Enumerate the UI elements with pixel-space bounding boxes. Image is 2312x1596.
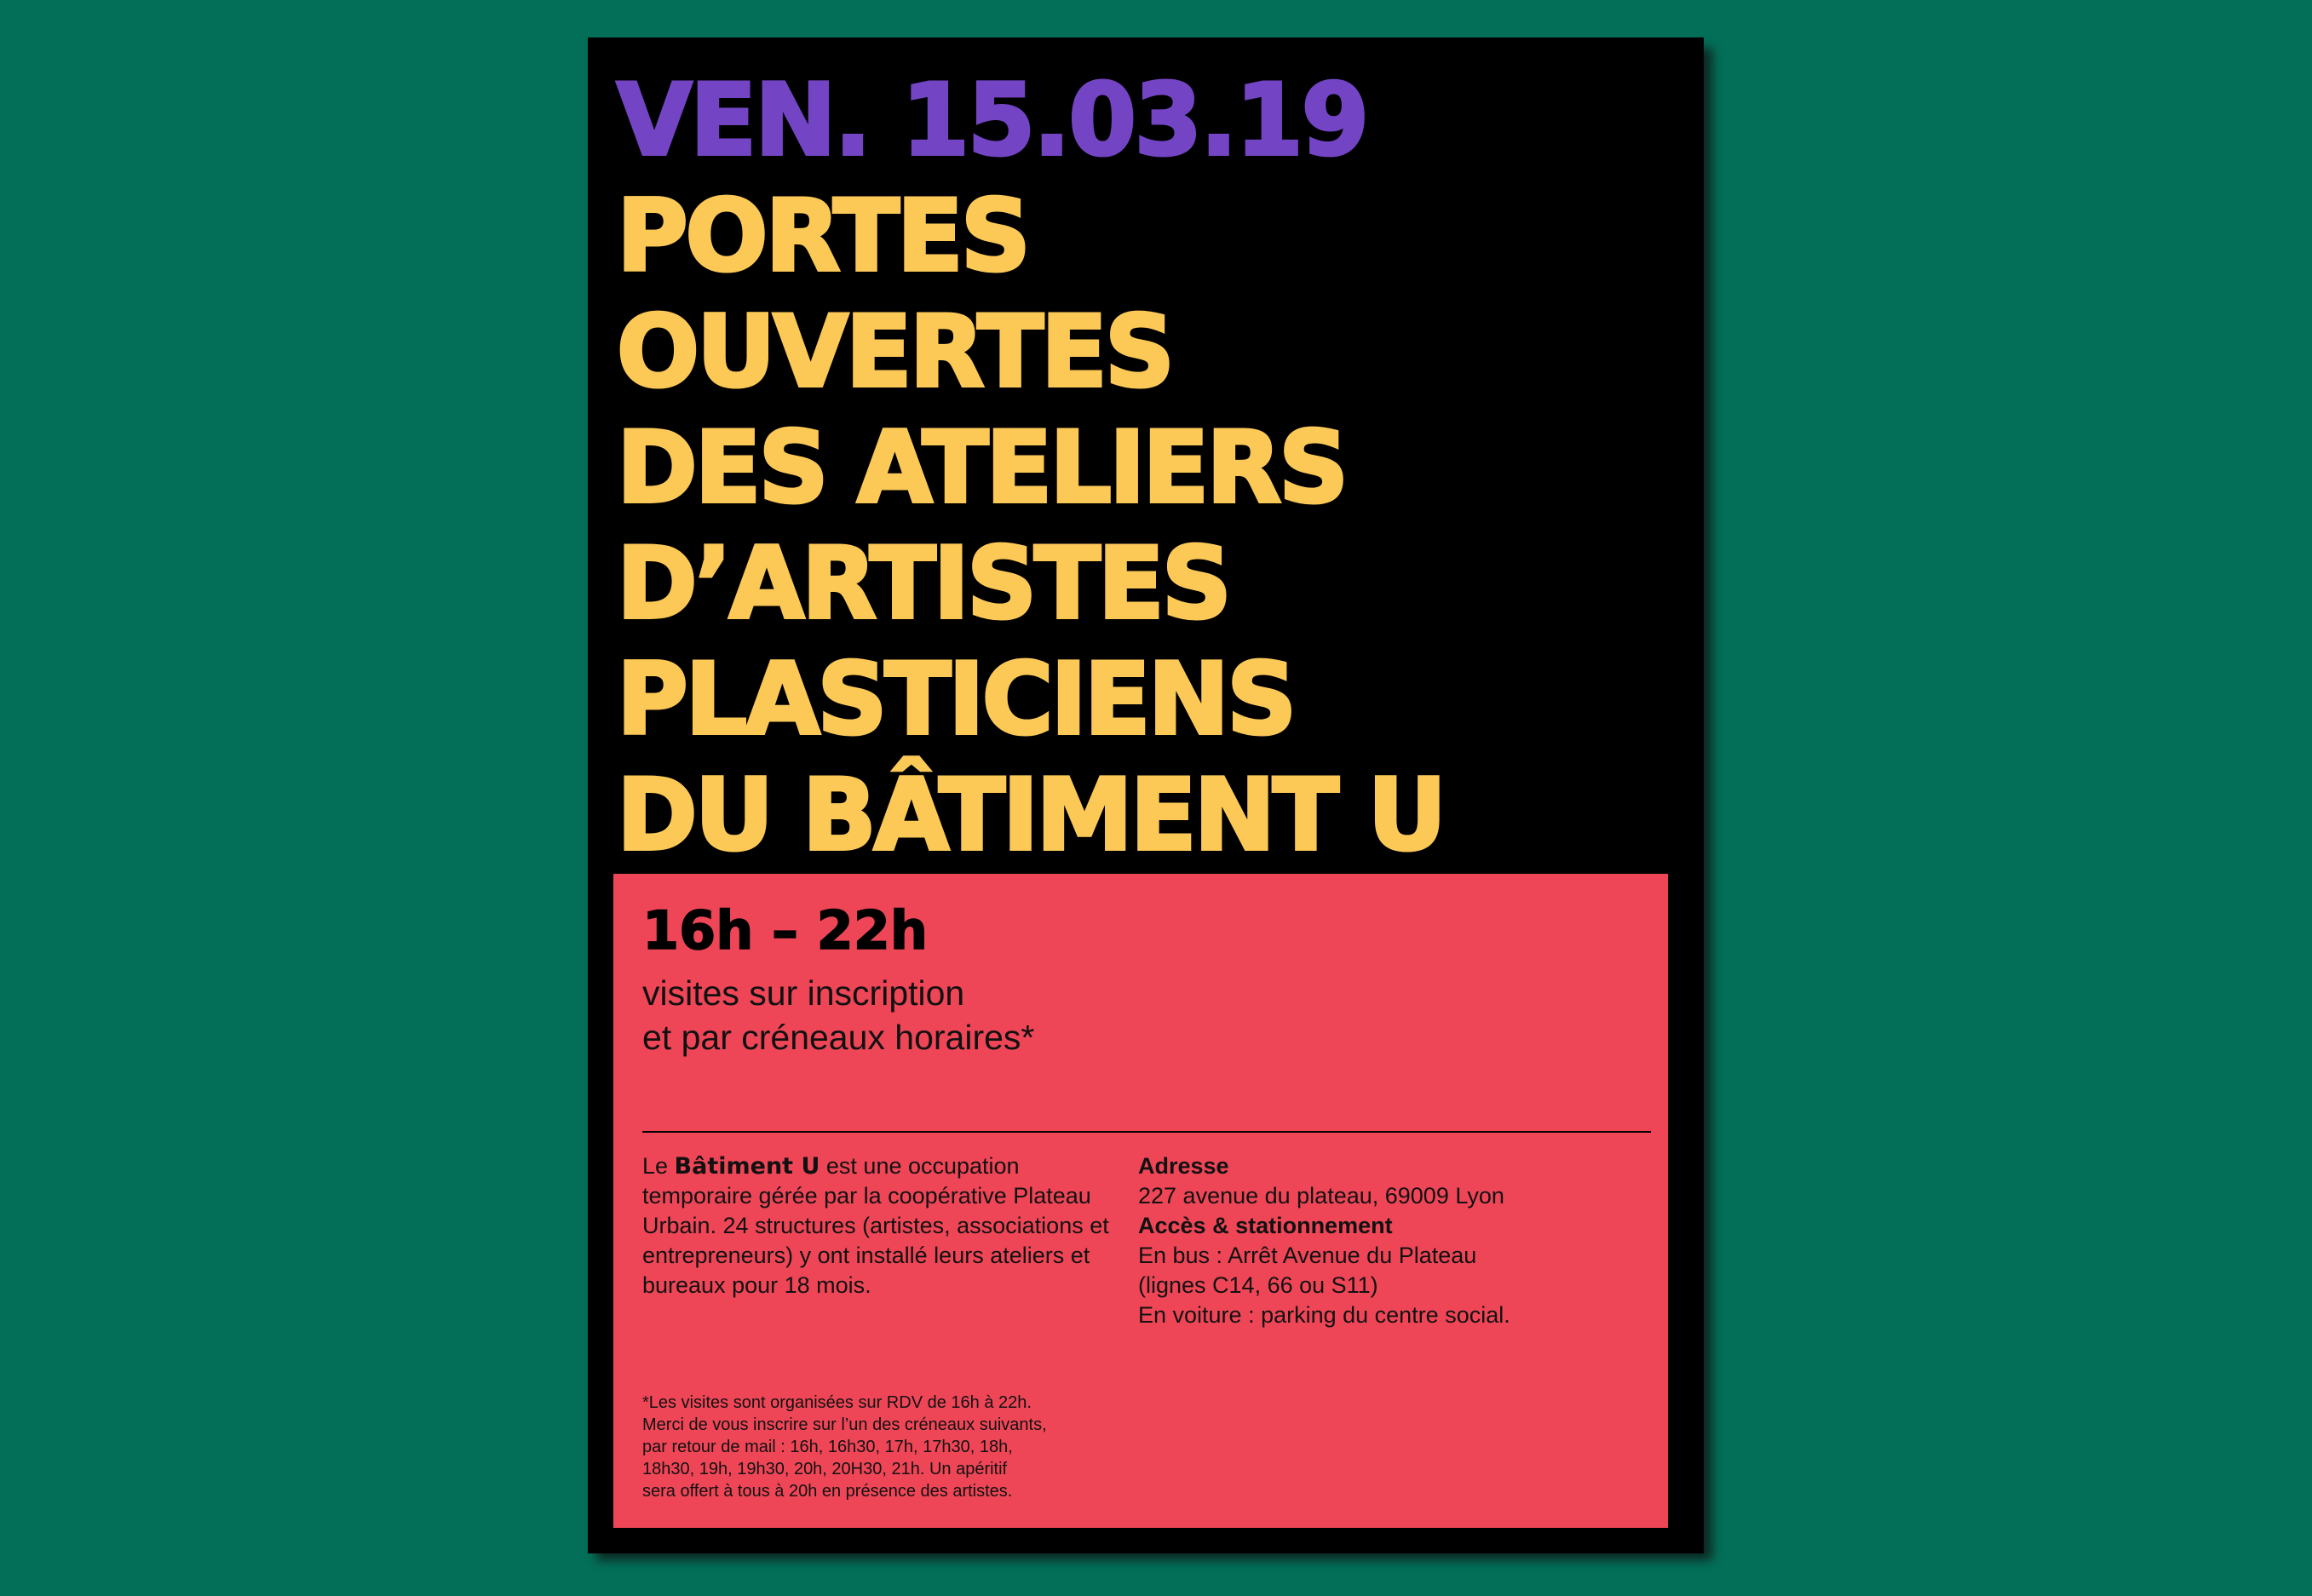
about-text: est une occupation temporaire gérée par la coopérative Plateau Urbain. 24 structures (artistes, associations et entrepreneurs) y ont installé leurs ateliers et bureaux pour 18 mois. (642, 1153, 1109, 1298)
subtitle-line-1: visites sur inscription (642, 973, 965, 1013)
event-hours: 16h – 22h (642, 899, 929, 962)
footnote-line-1: *Les visites sont organisées sur RDV de 16h à 22h. (642, 1393, 1032, 1412)
title-line-6: DU BÂTIMENT U (617, 757, 1445, 873)
address-heading: Adresse (1138, 1153, 1229, 1179)
about-highlight: Bâtiment U (674, 1153, 820, 1180)
about-paragraph (642, 1151, 1119, 1300)
title-line-1: PORTES (617, 178, 1028, 294)
bus-info-line-1: En bus : Arrêt Avenue du Plateau (1138, 1243, 1477, 1268)
practical-info (1138, 1151, 1649, 1330)
footnote-line-2: Merci de vous inscrire sur l’un des créneaux suivants, (642, 1415, 1047, 1434)
footnote-line-3: par retour de mail : 16h, 16h30, 17h, 17h30, 18h, (642, 1438, 1013, 1456)
poster-headline (617, 61, 1690, 872)
footnote (642, 1392, 1170, 1502)
info-panel (613, 874, 1668, 1528)
title-line-2: OUVERTES (617, 294, 1172, 410)
visit-subtitle (642, 971, 1034, 1059)
about-prefix: Le (642, 1153, 675, 1179)
event-date: VEN. 15.03.19 (617, 62, 1368, 178)
event-poster (588, 37, 1704, 1553)
subtitle-line-2: et par créneaux horaires* (642, 1018, 1035, 1057)
title-line-4: D’ARTISTES (617, 525, 1229, 641)
divider (642, 1131, 1651, 1133)
footnote-line-5: sera offert à tous à 20h en présence des artistes. (642, 1482, 1013, 1501)
car-info: En voiture : parking du centre social. (1138, 1302, 1510, 1328)
address-text: 227 avenue du plateau, 69009 Lyon (1138, 1183, 1504, 1208)
bus-info-line-2: (lignes C14, 66 ou S11) (1138, 1272, 1378, 1298)
access-heading: Accès & stationnement (1138, 1213, 1393, 1238)
title-line-5: PLASTICIENS (617, 641, 1295, 757)
footnote-line-4: 18h30, 19h, 19h30, 20h, 20H30, 21h. Un apéritif (642, 1460, 1008, 1478)
title-line-3: DES ATELIERS (617, 410, 1347, 525)
